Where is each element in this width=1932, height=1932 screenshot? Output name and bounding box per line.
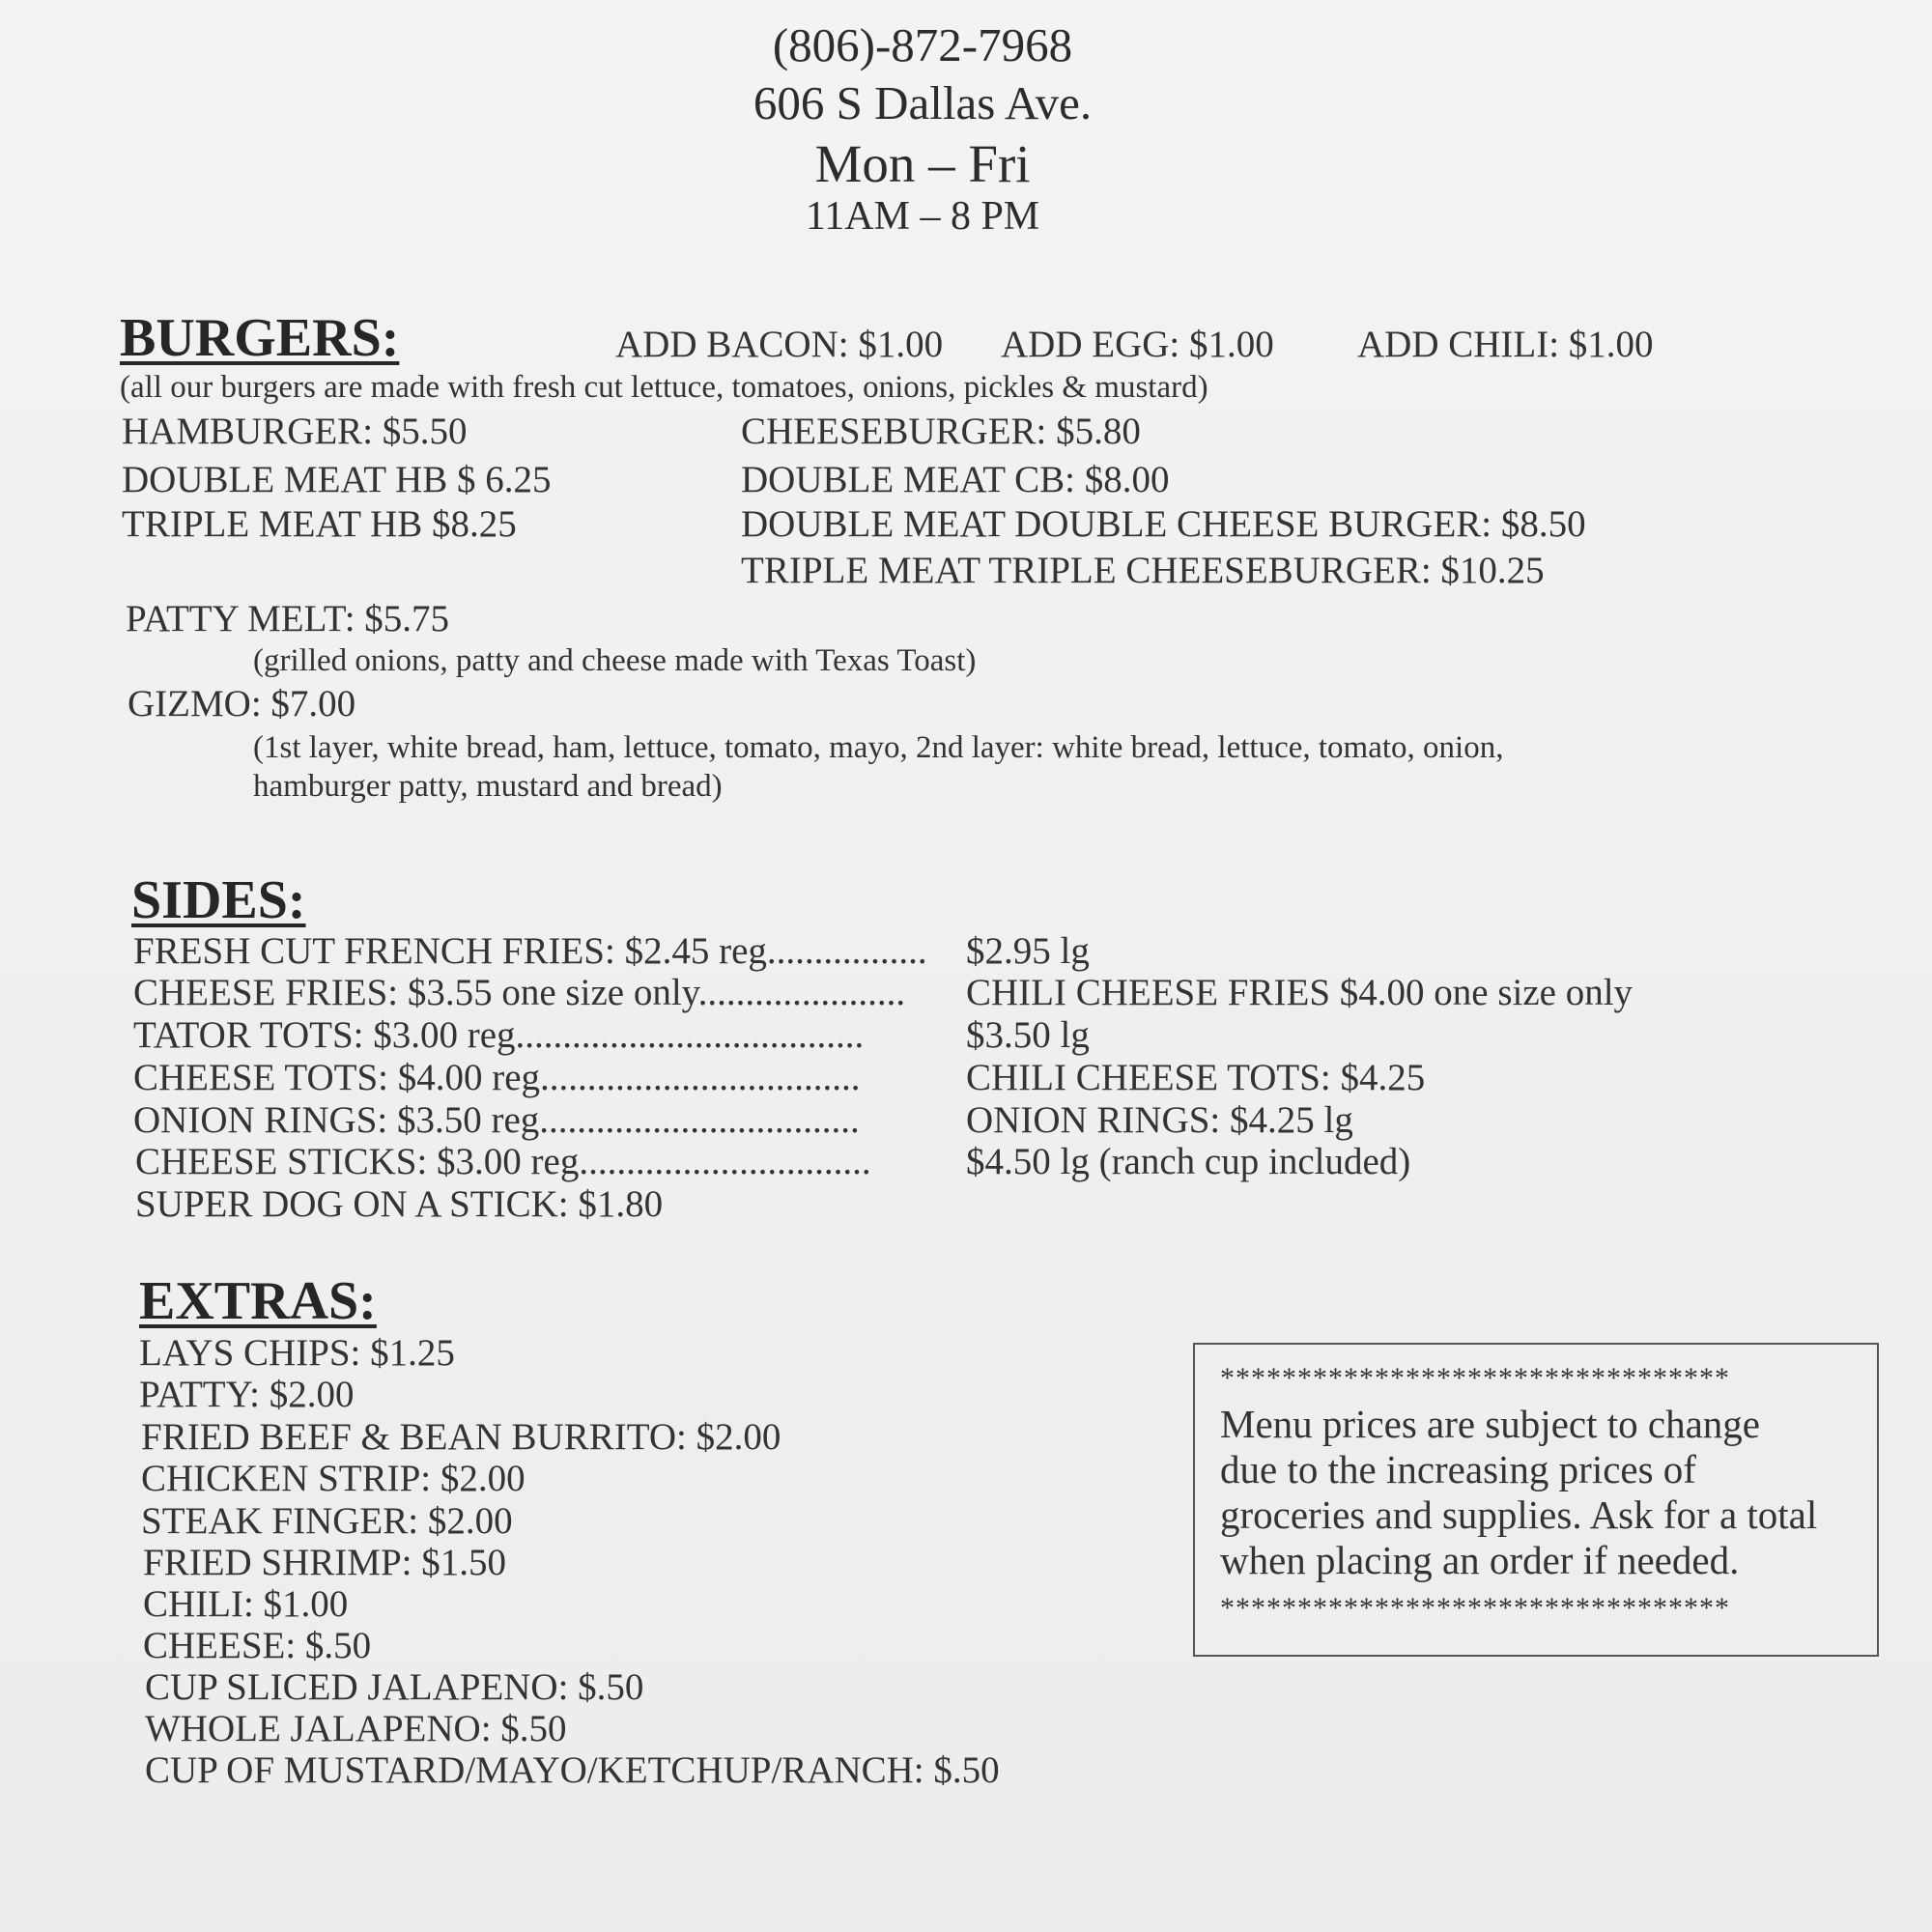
sides-row-left: ONION RINGS: $3.50 reg.................................. — [133, 1099, 860, 1141]
notice-stars-bottom: ********************************* — [1220, 1592, 1730, 1624]
phone-number: (806)-872-7968 — [772, 18, 1073, 71]
gizmo-note-line-2: hamburger patty, mustard and bread) — [253, 769, 723, 804]
restaurant-name-cropped — [638, 0, 1294, 2]
sides-row-left: TATOR TOTS: $3.00 reg..................................... — [133, 1014, 865, 1056]
extras-heading: EXTRAS: — [139, 1271, 377, 1331]
double-hb-price: DOUBLE MEAT HB $ 6.25 — [122, 459, 552, 500]
notice-line-3: groceries and supplies. Ask for a total — [1220, 1492, 1818, 1537]
sides-row-right: $3.50 lg — [966, 1014, 1090, 1056]
notice-stars-top: ********************************* — [1220, 1362, 1730, 1394]
patty-melt-note: (grilled onions, patty and cheese made with Texas Toast) — [253, 643, 977, 678]
add-chili-price: ADD CHILI: $1.00 — [1357, 324, 1654, 365]
burgers-heading: BURGERS: — [120, 308, 400, 368]
notice-line-2: due to the increasing prices of — [1220, 1447, 1696, 1492]
extras-item: FRIED SHRIMP: $1.50 — [143, 1542, 506, 1583]
extras-item: CHILI: $1.00 — [143, 1583, 349, 1625]
sides-row-right: ONION RINGS: $4.25 lg — [966, 1099, 1353, 1141]
extras-item: CUP OF MUSTARD/MAYO/KETCHUP/RANCH: $.50 — [145, 1749, 1000, 1791]
sides-row-left: FRESH CUT FRENCH FRIES: $2.45 reg................. — [133, 930, 927, 972]
patty-melt-price: PATTY MELT: $5.75 — [126, 598, 450, 639]
sides-heading: SIDES: — [131, 870, 306, 930]
cheeseburger-price: CHEESEBURGER: $5.80 — [741, 411, 1141, 452]
extras-item: CUP SLICED JALAPENO: $.50 — [145, 1666, 644, 1708]
price-notice-box — [1193, 1343, 1879, 1657]
double-cb-price: DOUBLE MEAT CB: $8.00 — [741, 459, 1170, 500]
gizmo-price: GIZMO: $7.00 — [128, 683, 356, 724]
sides-row-left: CHEESE STICKS: $3.00 reg............................... — [135, 1141, 871, 1182]
add-egg-price: ADD EGG: $1.00 — [1001, 324, 1274, 365]
burgers-note: (all our burgers are made with fresh cut lettuce, tomatoes, onions, pickles & mustard) — [120, 370, 1208, 405]
notice-line-4: when placing an order if needed. — [1220, 1538, 1740, 1582]
extras-item: PATTY: $2.00 — [139, 1374, 355, 1415]
extras-item: CHICKEN STRIP: $2.00 — [141, 1458, 526, 1499]
extras-item: LAYS CHIPS: $1.25 — [139, 1332, 455, 1374]
sides-row-right: $4.50 lg (ranch cup included) — [966, 1141, 1411, 1182]
extras-item: CHEESE: $.50 — [143, 1625, 372, 1666]
sides-row-left: SUPER DOG ON A STICK: $1.80 — [135, 1183, 664, 1225]
sides-row-right: CHILI CHEESE TOTS: $4.25 — [966, 1057, 1426, 1098]
gizmo-note-line-1: (1st layer, white bread, ham, lettuce, tomato, mayo, 2nd layer: white bread, lettuce, tomato, onion, — [253, 730, 1504, 765]
extras-item: FRIED BEEF & BEAN BURRITO: $2.00 — [141, 1416, 781, 1458]
sides-row-right: $2.95 lg — [966, 930, 1090, 972]
extras-item: STEAK FINGER: $2.00 — [141, 1500, 513, 1542]
hamburger-price: HAMBURGER: $5.50 — [122, 411, 468, 452]
open-days: Mon – Fri — [814, 134, 1031, 193]
sides-row-left: CHEESE FRIES: $3.55 one size only...................... — [133, 972, 906, 1013]
sides-row-right: CHILI CHEESE FRIES $4.00 one size only — [966, 972, 1634, 1013]
double-double-price: DOUBLE MEAT DOUBLE CHEESE BURGER: $8.50 — [741, 503, 1586, 545]
open-hours: 11AM – 8 PM — [805, 194, 1040, 239]
triple-hb-price: TRIPLE MEAT HB $8.25 — [122, 503, 517, 545]
add-bacon-price: ADD BACON: $1.00 — [615, 324, 944, 365]
address: 606 S Dallas Ave. — [753, 76, 1093, 129]
notice-line-1: Menu prices are subject to change — [1220, 1402, 1760, 1446]
sides-row-left: CHEESE TOTS: $4.00 reg.................................. — [133, 1057, 861, 1098]
triple-triple-price: TRIPLE MEAT TRIPLE CHEESEBURGER: $10.25 — [741, 550, 1545, 591]
extras-item: WHOLE JALAPENO: $.50 — [145, 1708, 567, 1749]
